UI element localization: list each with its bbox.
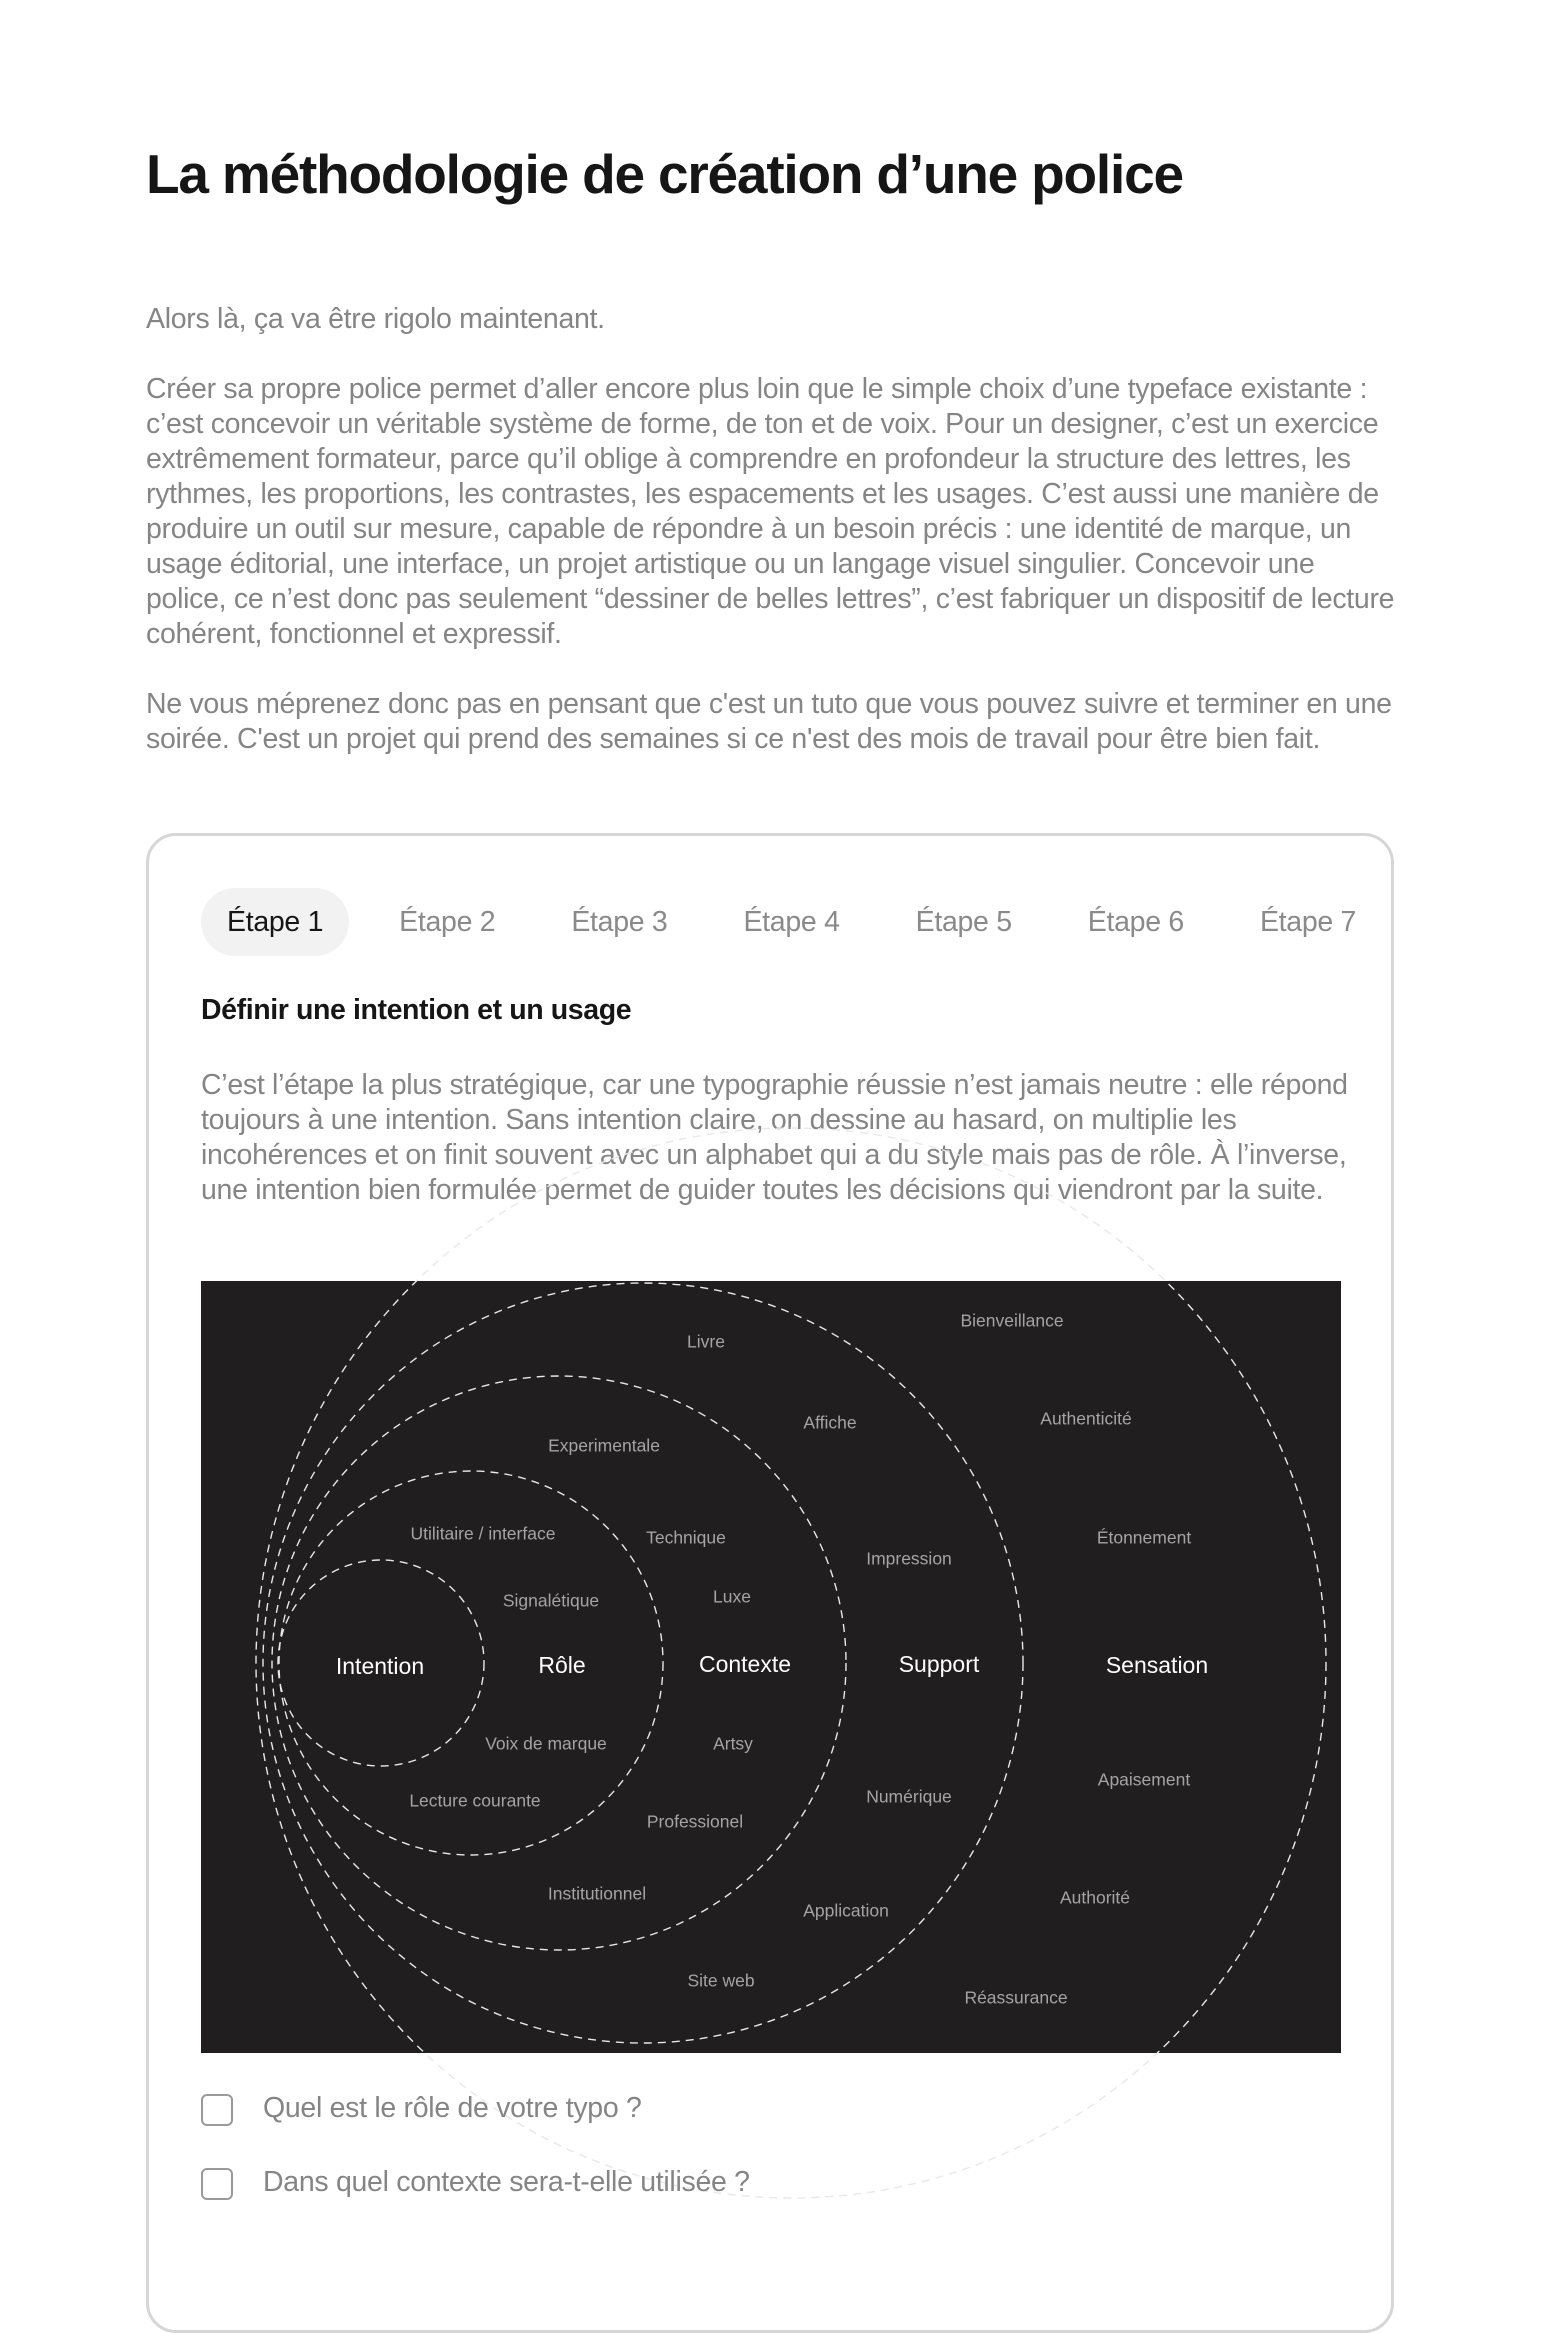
concentric-circles-diagram xyxy=(201,1281,1341,2053)
support-item: Numérique xyxy=(866,1786,952,1807)
role-item: Lecture courante xyxy=(409,1790,541,1811)
support-item: Site web xyxy=(687,1970,755,1991)
checklist-item[interactable] xyxy=(201,2086,1341,2160)
label-contexte: Contexte xyxy=(698,1651,792,1678)
tab-step-4[interactable]: Étape 4 xyxy=(743,906,840,938)
contexte-item: Experimentale xyxy=(548,1435,660,1456)
page-title: La méthodologie de création d’une police xyxy=(146,143,1183,205)
support-item: Livre xyxy=(687,1331,725,1352)
role-item: Utilitaire / interface xyxy=(410,1523,556,1544)
intro-paragraph: Alors là, ça va être rigolo maintenant. xyxy=(146,303,605,335)
steps-card xyxy=(146,833,1394,2333)
support-item: Impression xyxy=(866,1548,952,1569)
checklist-label: Quel est le rôle de votre typo ? xyxy=(263,2092,642,2124)
intention-diagram xyxy=(201,1281,1341,2053)
checkbox[interactable] xyxy=(201,2094,233,2126)
intro-paragraph: Créer sa propre police permet d’aller encore plus loin que le simple choix d’une typeface existante : c’est concevoir un véritable système de forme, de ton et de voix. Pour un designer, c’est un exercice extrêmement formateur, parce qu’il oblige à comprendre en profondeur la structure des lettres, les rythmes, les proportions, les contrastes, les espacements et les usages. C’est aussi une manière de produire un outil sur mesure, capable de répondre à un besoin précis : une identité de marque, un usage éditorial, une interface, un projet artistique ou un langage visuel singulier. Concevoir une police, ce n’est donc pas seulement “dessiner de belles lettres”, c’est fabriquer un dispositif de lecture cohérent, fonctionnel et expressif. xyxy=(146,373,1395,650)
intro-paragraph: Ne vous méprenez donc pas en pensant que c'est un tuto que vous pouvez suivre et terminer en une soirée. C'est un projet qui prend des semaines si ce n'est des mois de travail pour être bien fait. xyxy=(146,688,1392,755)
intro-text xyxy=(146,302,1396,792)
label-sensation: Sensation xyxy=(1105,1652,1209,1679)
sensation-item: Réassurance xyxy=(964,1987,1068,2008)
tab-step-1[interactable]: Étape 1 xyxy=(201,888,349,956)
tab-step-7[interactable]: Étape 7 xyxy=(1259,906,1357,938)
sensation-item: Authenticité xyxy=(1040,1408,1132,1429)
step-description: C’est l’étape la plus stratégique, car une typographie réussie n’est jamais neutre : elle répond toujours à une intention. Sans intention claire, on dessine au hasard, on multiplie les incohérences et on finit souvent avec un alphabet qui a du style mais pas de rôle. À l’inverse, une intention bien formulée permet de guider toutes les décisions qui viendront par la suite. xyxy=(201,1069,1348,1206)
contexte-item: Professionel xyxy=(646,1811,744,1832)
step-tabs xyxy=(201,888,1357,958)
sensation-item: Étonnement xyxy=(1096,1527,1192,1548)
role-item: Voix de marque xyxy=(485,1733,607,1754)
checklist-item[interactable] xyxy=(201,2160,1341,2234)
label-intention: Intention xyxy=(335,1653,425,1680)
tab-step-6[interactable]: Étape 6 xyxy=(1087,906,1184,938)
question-checklist xyxy=(201,2086,1341,2234)
contexte-item: Institutionnel xyxy=(547,1883,647,1904)
role-item: Signalétique xyxy=(502,1590,600,1611)
tab-step-5[interactable]: Étape 5 xyxy=(915,906,1012,938)
checkbox[interactable] xyxy=(201,2168,233,2200)
sensation-item: Authorité xyxy=(1059,1887,1131,1908)
contexte-item: Artsy xyxy=(713,1733,753,1754)
support-item: Affiche xyxy=(803,1412,857,1433)
tab-step-3[interactable]: Étape 3 xyxy=(571,906,668,938)
contexte-item: Luxe xyxy=(713,1586,751,1607)
sensation-item: Apaisement xyxy=(1097,1769,1191,1790)
label-support: Support xyxy=(898,1651,980,1678)
step-title: Définir une intention et un usage xyxy=(201,994,632,1026)
tab-step-2[interactable]: Étape 2 xyxy=(399,906,496,938)
label-role: Rôle xyxy=(538,1652,586,1679)
support-item: Application xyxy=(803,1900,889,1921)
sensation-item: Bienveillance xyxy=(960,1310,1064,1331)
contexte-item: Technique xyxy=(646,1527,726,1548)
checklist-label: Dans quel contexte sera-t-elle utilisée ? xyxy=(263,2166,750,2198)
